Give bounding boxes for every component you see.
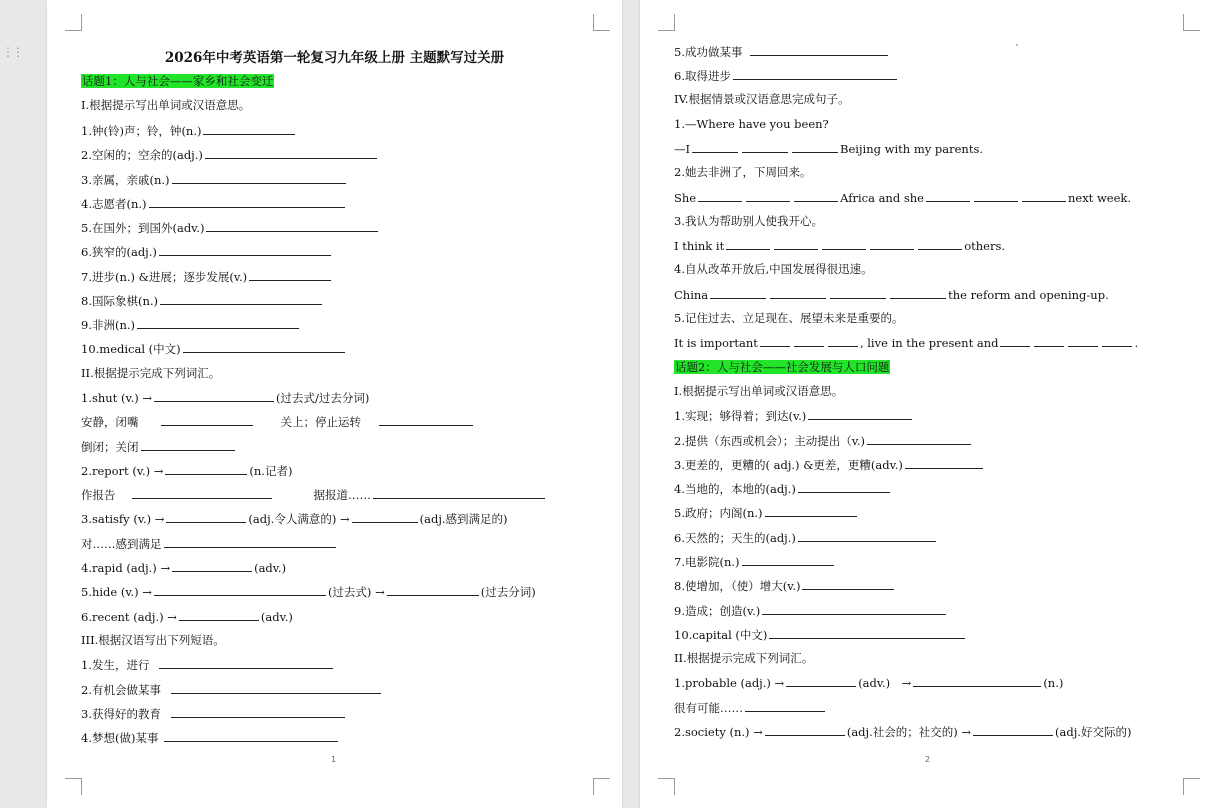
question-line: 7.电影院(n.) [674, 554, 836, 569]
question-line: 1.发生，进行 [81, 657, 335, 672]
question-line: 作报告 据报道…… [81, 487, 547, 502]
corner-mark [1183, 14, 1200, 31]
question-line: —I Beijing with my parents. [674, 142, 984, 156]
question-line: 2.report (v.) → (n.记者) [81, 464, 293, 478]
question-line: 4.志愿者(n.) [81, 196, 347, 211]
page-1 [47, 0, 622, 808]
question-line: 倒闭；关闭 [81, 439, 237, 454]
section-heading: II.根据提示完成下列词汇。 [81, 366, 221, 380]
topic-heading: 话题1：人与社会——家乡和社会变迁 [82, 74, 274, 88]
question-line: 3.亲属，亲戚(n.) [81, 172, 348, 187]
question-line: 10.medical (中文) [81, 341, 347, 356]
question-line: 5.hide (v.) → (过去式) → (过去分词) [81, 585, 536, 599]
question-line: 7.进步(n.) &进展；逐步发展(v.) [81, 269, 333, 284]
question-line: 5.在国外；到国外(adv.) [81, 220, 380, 235]
section-heading: II.根据提示完成下列词汇。 [674, 651, 814, 665]
corner-mark [65, 14, 82, 31]
page-title: 2026年中考英语第一轮复习九年级上册 主题默写过关册 [164, 50, 505, 66]
question-line: 1.—Where have you been? [674, 117, 829, 131]
question-line: 3.获得好的教育 [81, 706, 347, 721]
question-line: 5.政府；内阁(n.) [674, 505, 859, 520]
question-line: 2.她去非洲了，下周回来。 [674, 165, 812, 179]
question-line: 8.国际象棋(n.) [81, 293, 324, 308]
question-line: 6.天然的；天生的(adj.) [674, 530, 938, 545]
question-line: It is important , live in the present and . [674, 336, 1139, 350]
question-line: 4.当地的，本地的(adj.) [674, 481, 892, 496]
corner-mark [658, 14, 675, 31]
page-number: 1 [331, 755, 337, 764]
question-line: 2.有机会做某事 [81, 682, 383, 697]
question-line: 很有可能…… [674, 700, 827, 715]
question-line: 3.我认为帮助别人使我开心。 [674, 214, 823, 228]
question-line: 1.shut (v.) → (过去式/过去分词) [81, 391, 370, 405]
question-line: 6.取得进步 [674, 68, 899, 83]
question-line: 2.提供（东西或机会）；主动提出（v.) [674, 433, 973, 448]
corner-mark [658, 778, 675, 795]
corner-mark [593, 14, 610, 31]
question-line: 9.造成；创造(v.) [674, 603, 948, 618]
question-line: 6.recent (adj.) → (adv.) [81, 610, 293, 624]
question-line: 1.实现；够得着；到达(v.) [674, 408, 914, 423]
section-heading: IV.根据情景或汉语意思完成句子。 [674, 92, 850, 106]
question-line: 6.狭窄的(adj.) [81, 244, 333, 259]
question-line: I think it others. [674, 239, 1006, 253]
corner-mark [1183, 778, 1200, 795]
section-heading: I.根据提示写出单词或汉语意思。 [81, 98, 251, 112]
question-line: 1.probable (adj.) → (adv.) → (n.) [674, 676, 1064, 690]
question-line: 4.梦想(做)某事 [81, 730, 340, 745]
drag-handle-icon[interactable]: ⋮⋮ [2, 45, 22, 59]
question-line: 2.空闲的；空余的(adj.) [81, 147, 379, 162]
question-line: 2.society (n.) → (adj.社会的；社交的) → (adj.好交际的) [674, 725, 1132, 739]
question-line: 安静，闭嘴 关上；停止运转 [81, 414, 475, 429]
section-heading: I.根据提示写出单词或汉语意思。 [674, 384, 844, 398]
question-line: 3.satisfy (v.) → (adj.令人满意的) → (adj.感到满足的) [81, 512, 508, 526]
topic-heading: 话题2：人与社会——社会发展与人口问题 [675, 360, 890, 374]
question-line: 5.成功做某事 [674, 44, 890, 59]
page-number: 2 [925, 755, 931, 764]
corner-mark [65, 778, 82, 795]
question-line: 3.更差的，更糟的( adj.) &更差，更糟(adv.) [674, 457, 985, 472]
question-line: 8.使增加，（使）增大(v.) [674, 578, 896, 593]
question-line: 4.rapid (adj.) → (adv.) [81, 561, 287, 575]
page-2 [640, 0, 1215, 808]
question-line: 9.非洲(n.) [81, 317, 301, 332]
question-line: 10.capital (中文) [674, 627, 967, 642]
section-heading: III.根据汉语写出下列短语。 [81, 633, 225, 647]
corner-mark [593, 778, 610, 795]
question-line: 5.记住过去、立足现在、展望未来是重要的。 [674, 311, 904, 325]
question-line: 1.钟(铃)声；铃，钟(n.) [81, 123, 297, 138]
speck [1016, 44, 1018, 46]
question-line: 对……感到满足 [81, 536, 338, 551]
question-line: China the reform and opening-up. [674, 288, 1109, 302]
question-line: 4.自从改革开放后,中国发展得很迅速。 [674, 262, 873, 276]
question-line: She Africa and she next week. [674, 191, 1132, 205]
